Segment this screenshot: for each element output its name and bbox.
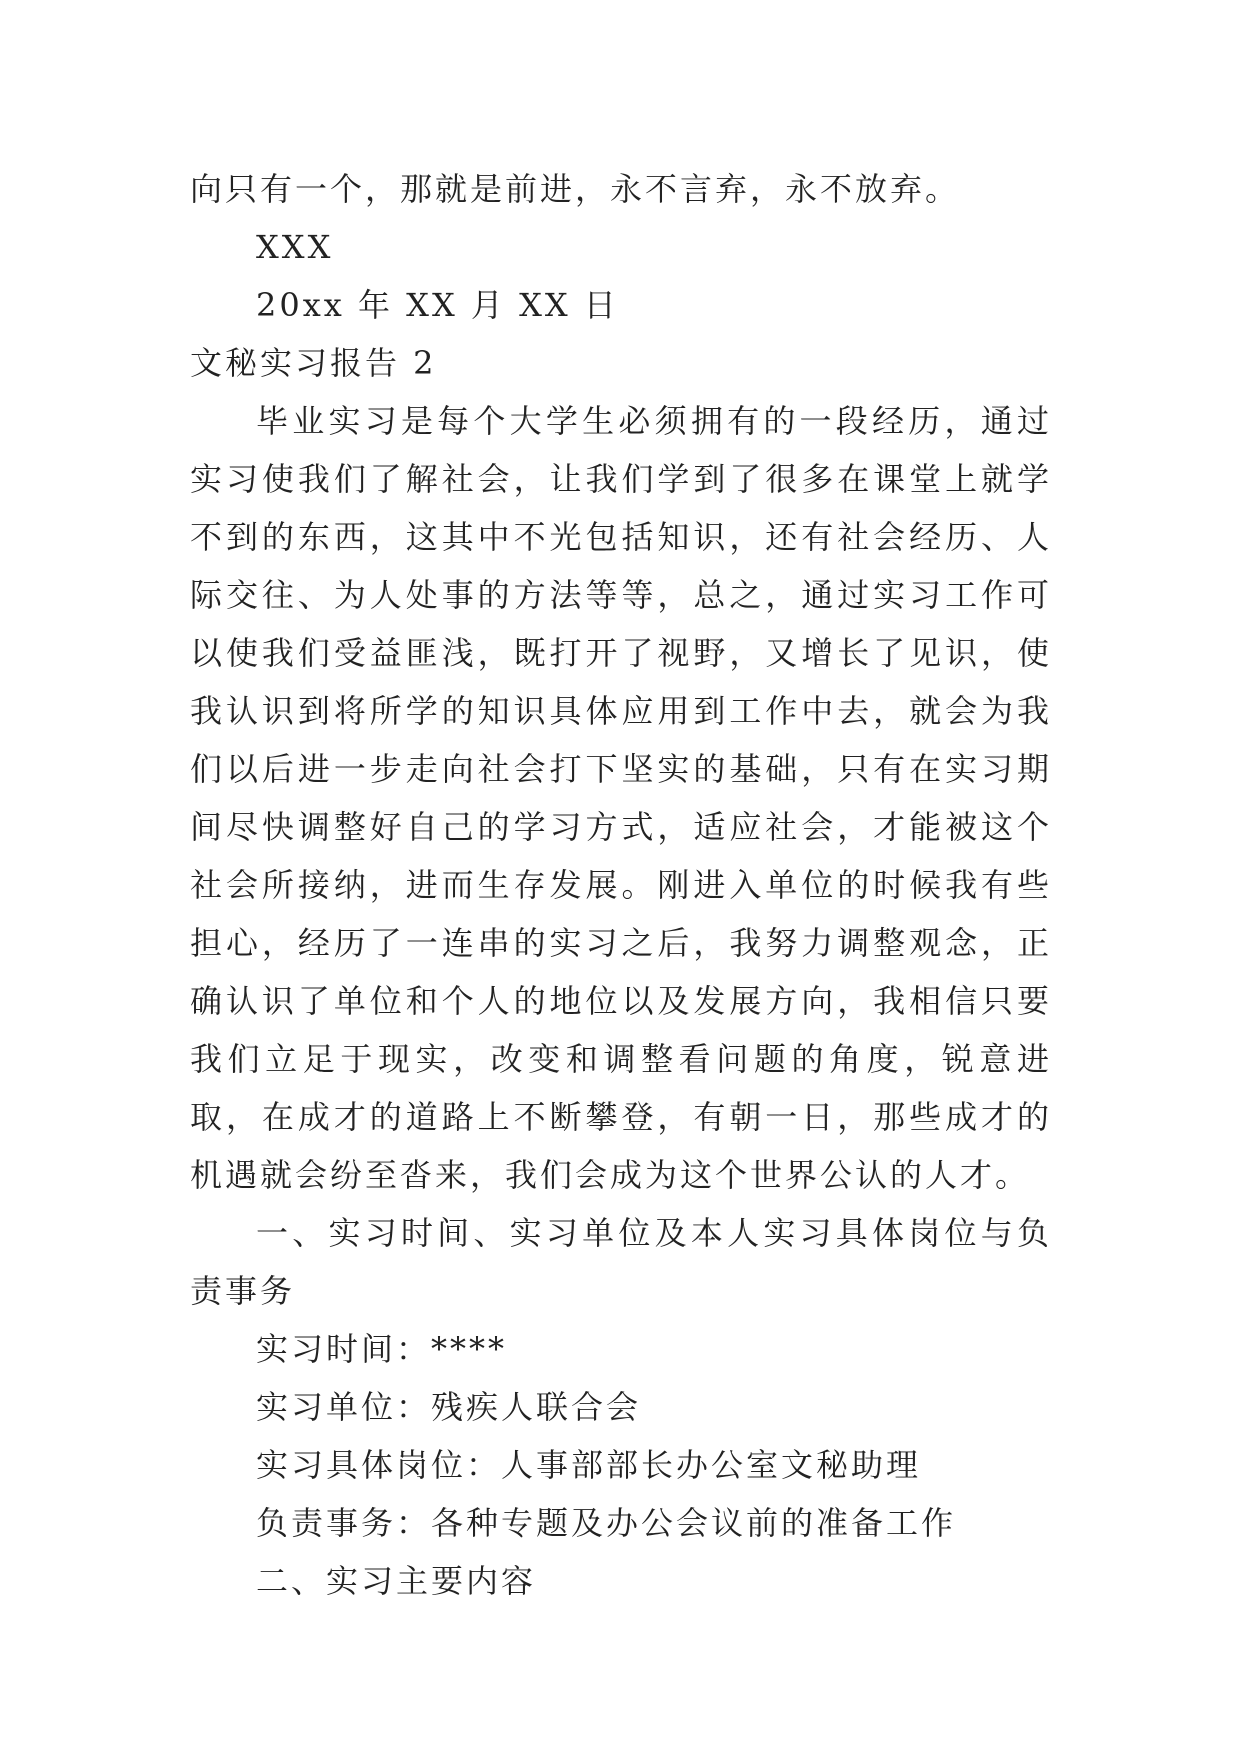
report-title: 文秘实习报告 2 <box>190 344 437 382</box>
intro-paragraph: 毕业实习是每个大学生必须拥有的一段经历，通过实习使我们了解社会，让我们学到了很多在课堂上就学不到的东西，这其中不光包括知识，还有社会经历、人际交往、为人处事的方法等等，总之，通过实习工作可以使我们受益匪浅，既打开了视野，又增长了见识，使我认识到将所学的知识具体应用到工作中去，就会为我们以后进一步走向社会打下坚实的基础，只有在实习期间尽快调整好自己的学习方式，适应社会，才能被这个社会所接纳，进而生存发展。刚进入单位的时候我有些担心，经历了一连串的实习之后，我努力调整观念，正确认识了单位和个人的地位以及发展方向，我相信只要我们立足于现实，改变和调整看问题的角度，锐意进取，在成才的道路上不断攀登，有朝一日，那些成才的机遇就会纷至沓来，我们会成为这个世界公认的人才。 <box>190 402 1052 1194</box>
item-internship-position: 实习具体岗位：人事部部长办公室文秘助理 <box>256 1446 922 1484</box>
date-line: 20xx 年 XX 月 XX 日 <box>256 286 619 324</box>
item-internship-time: 实习时间：**** <box>256 1330 508 1368</box>
item-responsibilities: 负责事务：各种专题及办公会议前的准备工作 <box>256 1504 957 1542</box>
signature: XXX <box>256 228 334 266</box>
section-2-heading: 二、实习主要内容 <box>256 1562 537 1600</box>
section-1-heading: 一、实习时间、实习单位及本人实习具体岗位与负责事务 <box>190 1214 1052 1310</box>
document-body <box>190 160 1052 1610</box>
closing-line: 向只有一个，那就是前进，永不言弃，永不放弃。 <box>190 170 961 208</box>
item-internship-unit: 实习单位：残疾人联合会 <box>256 1388 642 1426</box>
